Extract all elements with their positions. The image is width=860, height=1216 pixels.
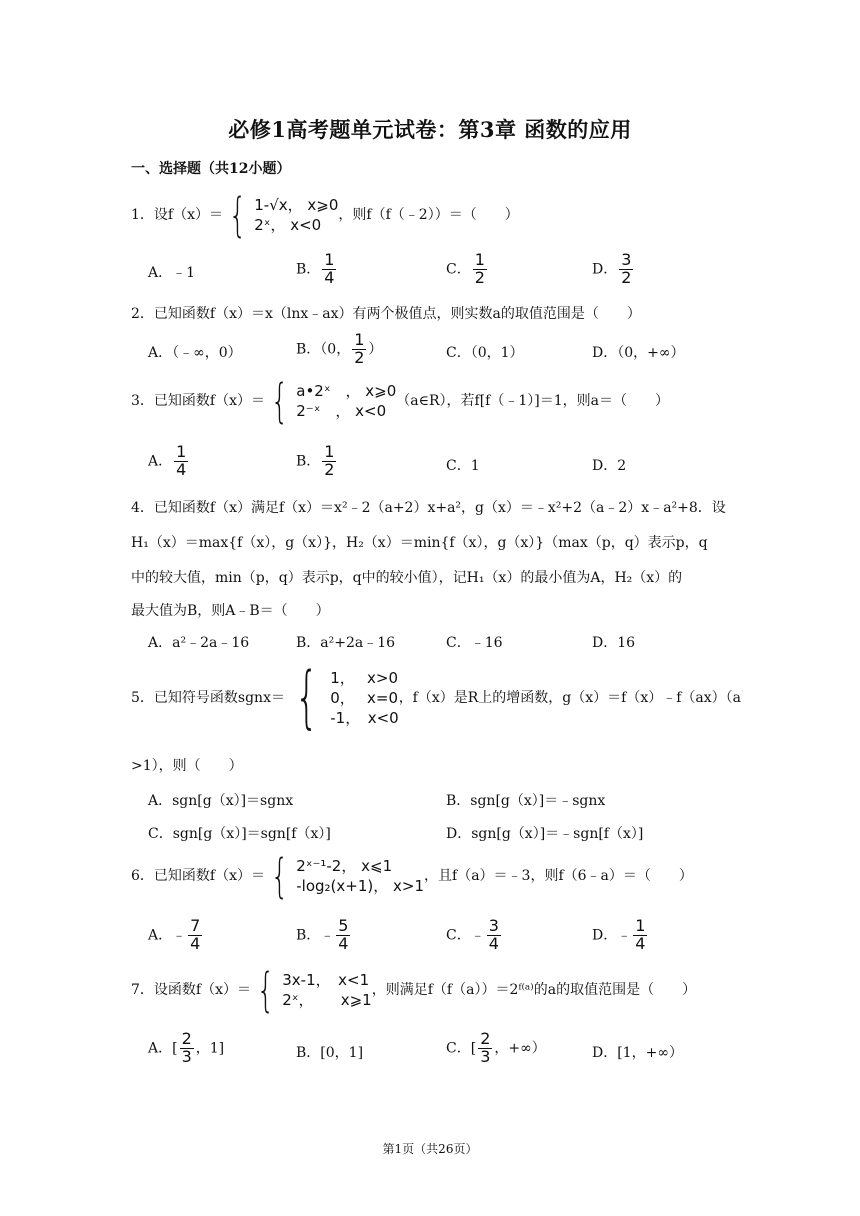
q2-option-c[interactable]: C．（0，1） xyxy=(446,345,524,361)
numerator: 1 xyxy=(354,330,365,349)
numerator: 1 xyxy=(176,442,187,461)
denominator: 4 xyxy=(338,933,349,953)
q1-stem-post: ，则f（f（﹣2））＝（ ） xyxy=(338,207,519,223)
option-label: B． xyxy=(296,261,321,278)
q7-stem-post: ，则满足f（f（a））＝2ᶠ⁽ᵃ⁾的a的取值范围是（ ） xyxy=(371,982,697,998)
q5-option-a[interactable]: A．sgn[g（x）]＝sgnx xyxy=(148,793,294,809)
q5-option-b[interactable]: B．sgn[g（x）]＝﹣sgnx xyxy=(446,793,606,809)
fraction xyxy=(487,918,501,953)
numerator: 1 xyxy=(324,250,335,269)
q6-option-b[interactable] xyxy=(296,918,352,953)
option-label: A．﹣ xyxy=(148,927,187,944)
q7-case-2: 2ˣ， x⩾1 xyxy=(282,991,372,1009)
denominator: 4 xyxy=(635,933,646,953)
fraction xyxy=(322,444,336,479)
option-label: D． xyxy=(592,261,618,278)
q3-case-2: 2⁻ˣ ， x<0 xyxy=(296,402,387,420)
denominator: 4 xyxy=(176,459,187,479)
option-label: C． xyxy=(446,261,471,278)
q4-option-c[interactable]: C．﹣16 xyxy=(446,635,503,651)
numerator: 5 xyxy=(338,916,349,935)
denominator: 4 xyxy=(190,933,201,953)
q3-option-c[interactable]: C．1 xyxy=(446,458,480,474)
numerator: 2 xyxy=(480,1029,491,1048)
q1-case-1: 1-√x， x⩾0 xyxy=(254,195,339,214)
q6-stem-post: ，且f（a）＝﹣3，则f（6﹣a）＝（ ） xyxy=(424,868,693,884)
q4-option-d[interactable]: D．16 xyxy=(592,635,636,651)
numerator: 2 xyxy=(181,1029,192,1048)
numerator: 1 xyxy=(324,442,335,461)
denominator: 2 xyxy=(354,347,365,367)
q5-case-2: 0， x=0 xyxy=(330,688,399,707)
q5-case-3: -1， x<0 xyxy=(330,709,399,728)
q1-option-a[interactable]: A．﹣1 xyxy=(148,265,196,281)
page-footer: 第1页（共26页） xyxy=(382,1142,478,1156)
fraction xyxy=(352,332,366,367)
question-3 xyxy=(131,374,669,428)
question-4-line-2: H₁（x）＝max{f（x），g（x）}，H₂（x）＝min{f（x），g（x）}（max（p，q）表示p，q xyxy=(131,535,708,551)
fraction xyxy=(180,1031,194,1066)
denominator: 4 xyxy=(488,933,499,953)
fraction xyxy=(478,1031,492,1066)
fraction xyxy=(619,252,633,287)
option-label: A．[ xyxy=(148,1040,178,1057)
denominator: 2 xyxy=(474,267,485,287)
q4-option-a[interactable]: A．a²﹣2a﹣16 xyxy=(148,635,250,651)
q2-option-b[interactable] xyxy=(296,332,382,367)
numerator: 1 xyxy=(474,250,485,269)
q4-option-b[interactable]: B．a²+2a﹣16 xyxy=(296,635,396,651)
fraction xyxy=(322,252,336,287)
q7-piecewise: { 3x-1， x<1 2ˣ， x⩾1 xyxy=(256,963,372,1017)
q5-stem-pre: 5．已知符号函数sgnx＝ xyxy=(131,690,285,706)
option-label: C．[ xyxy=(446,1040,477,1057)
q6-piecewise: { 2ˣ⁻¹-2， x⩽1 -log₂(x+1)， x>1 xyxy=(270,849,425,903)
q7-case-1: 3x-1， x<1 xyxy=(282,970,370,989)
option-label: A． xyxy=(148,453,173,470)
fraction xyxy=(473,252,487,287)
option-label: B．（0， xyxy=(296,341,351,358)
q3-option-d[interactable]: D．2 xyxy=(592,458,627,474)
option-label: B．﹣ xyxy=(296,927,335,944)
option-suffix: ，+∞） xyxy=(494,1040,546,1057)
denominator: 3 xyxy=(181,1046,192,1066)
numerator: 1 xyxy=(635,916,646,935)
q3-stem-post: （a∈R），若f[f（﹣1）]＝1，则a＝（ ） xyxy=(396,393,669,409)
q1-option-c[interactable] xyxy=(446,252,489,287)
numerator: 3 xyxy=(488,916,499,935)
question-4-line-3: 中的较大值，min（p，q）表示p，q中的较小值），记H₁（x）的最小值为A，H₂（x）的 xyxy=(131,570,683,586)
q7-option-a[interactable] xyxy=(148,1031,224,1066)
option-label: B． xyxy=(296,453,321,470)
q7-stem-pre: 7．设函数f（x）＝ xyxy=(131,982,251,998)
question-4-line-4: 最大值为B，则A﹣B＝（ ） xyxy=(131,603,330,619)
q5-piecewise: { 1， x>0 0， x=0 -1， x<0 xyxy=(294,658,399,737)
denominator: 3 xyxy=(480,1046,491,1066)
q2-option-d[interactable]: D．（0，+∞） xyxy=(592,345,685,361)
q7-option-b[interactable]: B．[0，1] xyxy=(296,1045,364,1061)
q7-option-d[interactable]: D．[1，+∞） xyxy=(592,1045,683,1061)
question-6 xyxy=(131,849,693,903)
q6-option-a[interactable] xyxy=(148,918,204,953)
q6-option-d[interactable] xyxy=(592,918,649,953)
q2-option-a[interactable]: A．（﹣∞，0） xyxy=(148,345,242,361)
option-suffix: ，1] xyxy=(195,1040,225,1057)
q3-option-a[interactable] xyxy=(148,444,190,479)
option-suffix: ） xyxy=(368,341,383,358)
question-5 xyxy=(131,658,742,737)
q5-stem-post: ，f（x）是R上的增函数，g（x）＝f（x）﹣f（ax）（a xyxy=(398,690,742,706)
denominator: 2 xyxy=(621,267,632,287)
q3-case-1: a•2ˣ ， x⩾0 xyxy=(296,381,397,400)
q5-option-d[interactable]: D．sgn[g（x）]＝﹣sgn[f（x）] xyxy=(446,826,644,842)
question-2: 2．已知函数f（x）＝x（lnx﹣ax）有两个极值点，则实数a的取值范围是（ ） xyxy=(131,306,641,322)
section-heading: 一、选择题（共12小题） xyxy=(131,161,291,177)
option-label: C．﹣ xyxy=(446,927,485,944)
option-label: D．﹣ xyxy=(592,927,632,944)
q6-stem-pre: 6．已知函数f（x）＝ xyxy=(131,868,265,884)
q1-piecewise: { 1-√x， x⩾0 2ˣ， x<0 xyxy=(228,188,339,242)
numerator: 3 xyxy=(621,250,632,269)
q6-case-2: -log₂(x+1)， x>1 xyxy=(296,877,425,895)
fraction xyxy=(336,918,350,953)
fraction xyxy=(188,918,202,953)
q7-option-c[interactable] xyxy=(446,1031,546,1066)
q6-case-1: 2ˣ⁻¹-2， x⩽1 xyxy=(296,856,393,875)
denominator: 2 xyxy=(324,459,335,479)
q1-case-2: 2ˣ， x<0 xyxy=(254,216,322,234)
fraction xyxy=(174,444,188,479)
q3-stem-pre: 3．已知函数f（x）＝ xyxy=(131,393,265,409)
denominator: 4 xyxy=(324,267,335,287)
question-7 xyxy=(131,963,697,1017)
fraction xyxy=(633,918,647,953)
numerator: 7 xyxy=(190,916,201,935)
q1-stem-pre: 1．设f（x）＝ xyxy=(131,207,223,223)
question-5-line-2: >1），则（ ） xyxy=(131,758,243,774)
q6-option-c[interactable] xyxy=(446,918,503,953)
page-title: 必修1高考题单元试卷：第3章 函数的应用 xyxy=(228,117,632,142)
q3-piecewise: { a•2ˣ ， x⩾0 2⁻ˣ ， x<0 xyxy=(270,374,397,428)
q5-case-1: 1， x>0 xyxy=(330,668,399,687)
question-1 xyxy=(131,188,519,242)
q1-option-b[interactable] xyxy=(296,252,338,287)
question-4-line-1: 4．已知函数f（x）满足f（x）＝x²﹣2（a+2）x+a²，g（x）＝﹣x²+2（a﹣2）x﹣a²+8．设 xyxy=(131,500,726,516)
q1-option-d[interactable] xyxy=(592,252,635,287)
q5-option-c[interactable]: C．sgn[g（x）]＝sgn[f（x）] xyxy=(148,826,331,842)
q3-option-b[interactable] xyxy=(296,444,338,479)
